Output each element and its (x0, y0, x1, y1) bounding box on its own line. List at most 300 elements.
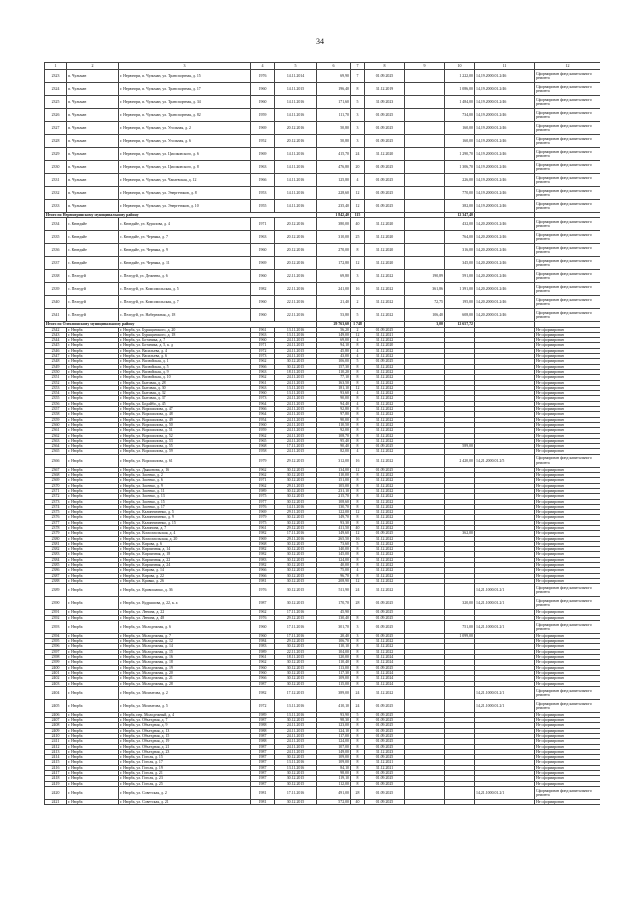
planned-date: 31.12.2022 (365, 568, 405, 573)
account-code: 14,20.2000.01.2/46 (475, 244, 535, 257)
decision-date: 24.11.2015 (275, 417, 317, 422)
address: г. Нюрба, ул. Гоголя, д. 15 (119, 755, 251, 760)
planned-date: 01.09.2025 (365, 771, 405, 776)
year-built: 1960 (251, 620, 275, 633)
row-number: 2361 (45, 428, 67, 433)
planned-date: 31.12.2022 (365, 433, 405, 438)
area: 163,50 (317, 380, 351, 385)
row-number: 2358 (45, 412, 67, 417)
planned-date: 31.12.2020 (365, 343, 405, 348)
planned-date: 01.09.2025 (365, 615, 405, 620)
year-built: 1965 (251, 438, 275, 443)
decision-date: 30.12.2015 (275, 473, 317, 478)
address: г. Нерюнгри, п. Чульман, ул. Угольная, д. 6 (119, 135, 251, 148)
fund-status: Сформирован фонд капитального ремонта (535, 309, 601, 322)
address: г. Нюрба, ул. Ворошилова, д. 49 (119, 417, 251, 422)
residents: 8 (351, 771, 365, 776)
residents: 8 (351, 494, 365, 499)
settlement: г. Нюрба (67, 734, 119, 739)
area: 380,00 (317, 218, 351, 231)
settlement: г. Нюрба (67, 670, 119, 675)
address: г. Нюрба, ул. Ленина, д. 48 (119, 615, 251, 620)
address: г. Нюрба, ул. Засенко, д. 15 (119, 499, 251, 504)
decision-date: 13.11.2016 (275, 332, 317, 337)
planned-date: 31.12.2022 (365, 407, 405, 412)
planned-date: 31.12.2022 (365, 686, 405, 699)
residents: 7 (351, 70, 365, 83)
row-number: 2335 (45, 231, 67, 244)
decision-date: 17.11.2016 (275, 620, 317, 633)
planned-date: 31.12.2022 (365, 494, 405, 499)
residents: 4 (351, 449, 365, 454)
decision-date: 14.11.2016 (275, 187, 317, 200)
fund-status: Не сформирован (535, 660, 601, 665)
decision-date: 24.11.2015 (275, 354, 317, 359)
address: г. Нюрба, ул. Кирпичная, д. 24 (119, 563, 251, 568)
address: г. Нюрба, ул. Объездная, д. 7 (119, 718, 251, 723)
account-code: 14,20.2000.01.2/46 (475, 296, 535, 309)
area: 572,00 (317, 799, 351, 804)
account-code: 14,21.1000.01.2/1 (475, 699, 535, 712)
residents: 4 (351, 401, 365, 406)
decision-date: 29.11.2015 (275, 483, 317, 488)
residents: 8 (351, 407, 365, 412)
row-number: 2402 (45, 676, 67, 681)
area: 20,40 (317, 633, 351, 638)
settlement: г. Нюрба (67, 515, 119, 520)
residents: 3 (351, 620, 365, 633)
value-b: 1 306,70 (445, 161, 475, 174)
address: г. Нюрба, ул. Советская, д. 2 (119, 786, 251, 799)
settlement: с. Пеледуй (67, 309, 119, 322)
planned-date: 01.09.2025 (365, 728, 405, 733)
planned-date: 31.12.2022 (365, 499, 405, 504)
area: 75,00 (317, 568, 351, 573)
planned-date: 01.09.2025 (365, 70, 405, 83)
fund-status: Не сформирован (535, 504, 601, 509)
year-built: 1975 (251, 520, 275, 525)
planned-date: 31.12.2022 (365, 449, 405, 454)
area: 111,70 (317, 109, 351, 122)
decision-date: 30.12.2015 (275, 799, 317, 804)
settlement: с. Пеледуй (67, 283, 119, 296)
value-b: 160,00 (445, 135, 475, 148)
total-value-b: 12 347,40 (445, 213, 475, 218)
planned-date: 31.12.2022 (365, 396, 405, 401)
residents: 8 (351, 369, 365, 374)
table-body (45, 63, 601, 805)
row-number: 2396 (45, 644, 67, 649)
fund-status: Не сформирован (535, 568, 601, 573)
decision-date: 14.11.2016 (275, 200, 317, 213)
settlement: с. Пеледуй (67, 296, 119, 309)
table-row (45, 174, 601, 187)
fund-status: Не сформирован (535, 649, 601, 654)
area: 113,00 (317, 665, 351, 670)
residents: 8 (351, 681, 365, 686)
year-built: 1977 (251, 499, 275, 504)
decision-date: 30.12.2015 (275, 584, 317, 597)
area: 109,00 (317, 760, 351, 765)
row-number: 2412 (45, 744, 67, 749)
planned-date: 01.09.2025 (365, 597, 405, 610)
value-b: 316,00 (445, 244, 475, 257)
planned-date: 01.09.2025 (365, 200, 405, 213)
address: с. Пеледуй, ул. Комсомольская, д. 5 (119, 283, 251, 296)
area: 130,70 (317, 504, 351, 509)
decision-date: 24.11.2015 (275, 401, 317, 406)
settlement: г. Нюрба (67, 531, 119, 536)
fund-status: Сформирован фонд капитального ремонта (535, 200, 601, 213)
residents: 8 (351, 438, 365, 443)
settlement: г. Нюрба (67, 433, 119, 438)
year-built: 1952 (251, 135, 275, 148)
value-a: 361,86 (405, 283, 445, 296)
decision-date: 24.11.2015 (275, 433, 317, 438)
account-code: 14,21.2000.01.2/5 (475, 454, 535, 467)
planned-date: 31.12.2020 (365, 148, 405, 161)
residents: 3 (351, 109, 365, 122)
residents: 8 (351, 483, 365, 488)
residents: 12 (351, 385, 365, 390)
planned-date: 31.12.2020 (365, 231, 405, 244)
residents: 24 (351, 686, 365, 699)
fund-status: Сформирован фонд капитального ремонта (535, 161, 601, 174)
planned-date: 01.09.2025 (365, 799, 405, 804)
residents: 8 (351, 343, 365, 348)
fund-status: Сформирован фонд капитального ремонта (535, 699, 601, 712)
planned-date: 01.09.2025 (365, 531, 405, 536)
decision-date: 14.11.2016 (275, 109, 317, 122)
row-number: 2351 (45, 375, 67, 380)
address: г. Нюрба, ул. Кирова, д. 6 (119, 541, 251, 546)
fund-status: Не сформирован (535, 633, 601, 638)
year-built: 1988 (251, 723, 275, 728)
planned-date: 31.12.2022 (365, 573, 405, 578)
settlement: г. Нюрба (67, 573, 119, 578)
fund-status: Не сформирован (535, 781, 601, 786)
planned-date: 31.12.2022 (365, 547, 405, 552)
row-number: 2414 (45, 755, 67, 760)
planned-date: 31.09.2023 (365, 96, 405, 109)
fund-status: Сформирован фонд капитального ремонта (535, 686, 601, 699)
settlement: г. Нюрба (67, 417, 119, 422)
year-built: 1966 (251, 573, 275, 578)
row-number: 2404 (45, 686, 67, 699)
value-a (405, 96, 445, 109)
year-built: 1988 (251, 739, 275, 744)
decision-date: 30.12.2015 (275, 541, 317, 546)
residents: 8 (351, 660, 365, 665)
residents: 8 (351, 380, 365, 385)
fund-status: Не сформирован (535, 417, 601, 422)
decision-date: 17.11.2016 (275, 633, 317, 638)
address: г. Нюрба, ул. Кудряшова, д. 22, к. а (119, 597, 251, 610)
row-number: 2419 (45, 781, 67, 786)
fund-status: Сформирован фонд капитального ремонта (535, 454, 601, 467)
year-built: 1961 (251, 380, 275, 385)
area: 84,10 (317, 765, 351, 770)
area: 104,00 (317, 649, 351, 654)
settlement: г. Нюрба (67, 686, 119, 699)
address: г. Нюрба, ул. Вилюйская, д. 5 (119, 364, 251, 369)
settlement: г. Нюрба (67, 343, 119, 348)
settlement: г. Нюрба (67, 744, 119, 749)
account-code: 14,19.2000.01.2/46 (475, 70, 535, 83)
decision-date: 30.12.2015 (275, 488, 317, 493)
area: 122,00 (317, 510, 351, 515)
value-b: 160,00 (445, 122, 475, 135)
decision-date: 17.12.2015 (275, 686, 317, 699)
planned-date: 31.12.2022 (365, 644, 405, 649)
settlement: г. Нюрба (67, 504, 119, 509)
row-number: 2323 (45, 70, 67, 83)
decision-date: 22.11.2016 (275, 309, 317, 322)
year-built: 1982 (251, 547, 275, 552)
address: г. Нюрба, ул. Советская, д. 21 (119, 799, 251, 804)
year-built: 1969 (251, 536, 275, 541)
fund-status: Не сформирован (535, 799, 601, 804)
decision-date: 30.12.2015 (275, 547, 317, 552)
decision-date: 24.11.2015 (275, 449, 317, 454)
area: 208,90 (317, 578, 351, 583)
column-number-6: 6 (317, 63, 351, 70)
account-code: 14,21.1000.01.2/1 (475, 620, 535, 633)
address: г. Нюрба, ул. Бытовая, д. 37 (119, 396, 251, 401)
address: г. Нюрба, ул. Объездная, д. 23 (119, 749, 251, 754)
settlement: п. Чульман (67, 96, 119, 109)
settlement: п. Чульман (67, 83, 119, 96)
row-number: 2391 (45, 610, 67, 615)
address: г. Нюрба, ул. Вилюйская, д. 10 (119, 375, 251, 380)
decision-date: 14.11.2015 (275, 83, 317, 96)
year-built: 1976 (251, 504, 275, 509)
settlement: г. Нюрба (67, 391, 119, 396)
year-built: 1987 (251, 760, 275, 765)
value-b: 589,00 (445, 444, 475, 449)
fund-status: Не сформирован (535, 557, 601, 562)
address: г. Нюрба, ул. Гоголя, д. 23 (119, 776, 251, 781)
planned-date: 31.12.2022 (365, 338, 405, 343)
settlement: г. Нюрба (67, 338, 119, 343)
value-a (405, 174, 445, 187)
decision-date: 20.12.2016 (275, 231, 317, 244)
residents: 8 (351, 412, 365, 417)
row-number: 2378 (45, 525, 67, 530)
year-built: 1960 (251, 244, 275, 257)
address: г. Нюрба, ул. Гоголя, д. 17 (119, 760, 251, 765)
residents: 8 (351, 444, 365, 449)
planned-date: 31.12.2022 (365, 639, 405, 644)
area: 117,30 (317, 670, 351, 675)
residents: 12 (351, 187, 365, 200)
fund-status: Не сформирован (535, 433, 601, 438)
address: г. Нюрба, ул. Молодежная, д. 20 (119, 670, 251, 675)
planned-date: 31.12.2022 (365, 401, 405, 406)
residents: 4 (351, 354, 365, 359)
settlement: г. Нюрба (67, 781, 119, 786)
year-built: 1982 (251, 531, 275, 536)
value-b: 751,00 (445, 620, 475, 633)
settlement: г. Нюрба (67, 422, 119, 427)
fund-status: Не сформирован (535, 515, 601, 520)
row-number: 2355 (45, 396, 67, 401)
value-b (445, 699, 475, 712)
residents: 8 (351, 644, 365, 649)
row-number: 2327 (45, 122, 67, 135)
address: г. Нюрба, ул. Гоголя, д. 21 (119, 771, 251, 776)
fund-status: Не сформирован (535, 478, 601, 483)
planned-date: 31.12.2022 (365, 649, 405, 654)
housing-register-sheet (44, 62, 600, 884)
residents: 8 (351, 83, 365, 96)
settlement: г. Нюрба (67, 597, 119, 610)
value-a (405, 200, 445, 213)
settlement: г. Нюрба (67, 525, 119, 530)
fund-status: Не сформирован (535, 338, 601, 343)
planned-date: 01.09.2025 (365, 633, 405, 638)
year-built: 1966 (251, 676, 275, 681)
planned-date: 01.09.2025 (365, 135, 405, 148)
area: 476,80 (317, 161, 351, 174)
residents: 2 (351, 327, 365, 332)
row-number: 2366 (45, 454, 67, 467)
area: 112,00 (317, 781, 351, 786)
decision-date: 30.12.2015 (275, 676, 317, 681)
address: г. Нюрба, ул. Гоголя, д. 25 (119, 781, 251, 786)
address: г. Нюрба, ул. Кирова, д. 22 (119, 573, 251, 578)
year-built: 1953 (251, 187, 275, 200)
planned-date: 31.12.2019 (365, 83, 405, 96)
settlement: г. Нюрба (67, 428, 119, 433)
area: 149,60 (317, 531, 351, 536)
value-a (405, 454, 445, 467)
table-row (45, 161, 601, 174)
row-number: 2407 (45, 718, 67, 723)
area: 98,00 (317, 771, 351, 776)
value-b (445, 686, 475, 699)
value-b: 764,00 (445, 231, 475, 244)
address: г. Нюрба, ул. Калинниченко, д. 9 (119, 515, 251, 520)
year-built: 1975 (251, 494, 275, 499)
planned-date: 01.09.2025 (365, 174, 405, 187)
area: 410,10 (317, 699, 351, 712)
row-number: 2390 (45, 597, 67, 610)
address: г. Нюрба, ул. Васильева, д. 6 (119, 354, 251, 359)
area: 215,70 (317, 494, 351, 499)
settlement: г. Нюрба (67, 723, 119, 728)
fund-status: Не сформирован (535, 578, 601, 583)
fund-status: Сформирован фонд капитального ремонта (535, 174, 601, 187)
fund-status: Не сформирован (535, 343, 601, 348)
address: г. Нюрба, ул. Ворошилова, д. 51 (119, 428, 251, 433)
fund-status: Сформирован фонд капитального ремонта (535, 584, 601, 597)
area: 40,00 (317, 563, 351, 568)
residents: 5 (351, 96, 365, 109)
fund-status: Не сформирован (535, 396, 601, 401)
address: г. Нюрба, ул. Мохнатова, д. 5 (119, 699, 251, 712)
area: 301,70 (317, 620, 351, 633)
decision-date: 18.11.2015 (275, 369, 317, 374)
year-built: 1971 (251, 343, 275, 348)
value-a (405, 786, 445, 799)
residents: 4 (351, 391, 365, 396)
residents: 4 (351, 568, 365, 573)
settlement: п. Чульман (67, 70, 119, 83)
address: г. Нюрба, ул. Гоголя, д. 19 (119, 765, 251, 770)
decision-date: 30.12.2015 (275, 364, 317, 369)
row-number: 2362 (45, 433, 67, 438)
planned-date: 31.12.2021 (365, 332, 405, 337)
planned-date: 31.12.2024 (365, 670, 405, 675)
row-number: 2375 (45, 510, 67, 515)
row-number: 2334 (45, 218, 67, 231)
decision-date: 29.12.2015 (275, 639, 317, 644)
residents: 8 (351, 670, 365, 675)
address: с. Кюндяйе, ул. Курилова, д. 4 (119, 218, 251, 231)
decision-date: 30.12.2015 (275, 755, 317, 760)
residents: 8 (351, 499, 365, 504)
area: 45,80 (317, 348, 351, 353)
column-number-9: 9 (405, 63, 445, 70)
year-built: 1987 (251, 734, 275, 739)
residents: 8 (351, 776, 365, 781)
area: 310,00 (317, 231, 351, 244)
year-built: 1960 (251, 338, 275, 343)
planned-date: 31.12.2022 (365, 578, 405, 583)
settlement: г. Нюрба (67, 547, 119, 552)
residents: 24 (351, 584, 365, 597)
year-built: 1987 (251, 771, 275, 776)
year-built: 1981 (251, 786, 275, 799)
settlement: г. Нюрба (67, 380, 119, 385)
account-code: 14,20.2000.01.2/46 (475, 283, 535, 296)
address: г. Нюрба, ул. Дьяконова, д. 16 (119, 467, 251, 472)
year-built: 1960 (251, 670, 275, 675)
year-built: 1972 (251, 348, 275, 353)
address: с. Кюндяйе, ул. Черняка, д. 9 (119, 244, 251, 257)
settlement: г. Нюрба (67, 473, 119, 478)
settlement: г. Нюрба (67, 401, 119, 406)
year-built: 1968 (251, 541, 275, 546)
planned-date: 01.09.2025 (365, 776, 405, 781)
area: 120,00 (317, 655, 351, 660)
residents: 16 (351, 454, 365, 467)
planned-date: 31.12.2021 (365, 765, 405, 770)
fund-status: Не сформирован (535, 473, 601, 478)
row-number: 2346 (45, 348, 67, 353)
year-built: 1981 (251, 578, 275, 583)
planned-date: 31.12.2022 (365, 557, 405, 562)
year-built: 1969 (251, 510, 275, 515)
account-code: 14,21.1000.01.2/1 (475, 584, 535, 597)
settlement: г. Нюрба (67, 499, 119, 504)
fund-status: Сформирован фонд капитального ремонта (535, 96, 601, 109)
row-number: 2380 (45, 536, 67, 541)
planned-date: 31.12.2022 (365, 309, 405, 322)
year-built: 1983 (251, 557, 275, 562)
residents: 8 (351, 615, 365, 620)
residents: 8 (351, 375, 365, 380)
value-b: 1 222,00 (445, 70, 475, 83)
table-row (45, 799, 601, 804)
area: 94,10 (317, 343, 351, 348)
fund-status: Не сформирован (535, 364, 601, 369)
fund-status: Сформирован фонд капитального ремонта (535, 148, 601, 161)
residents: 5 (351, 712, 365, 717)
fund-status: Не сформирован (535, 369, 601, 374)
value-b: 1 086,00 (445, 83, 475, 96)
